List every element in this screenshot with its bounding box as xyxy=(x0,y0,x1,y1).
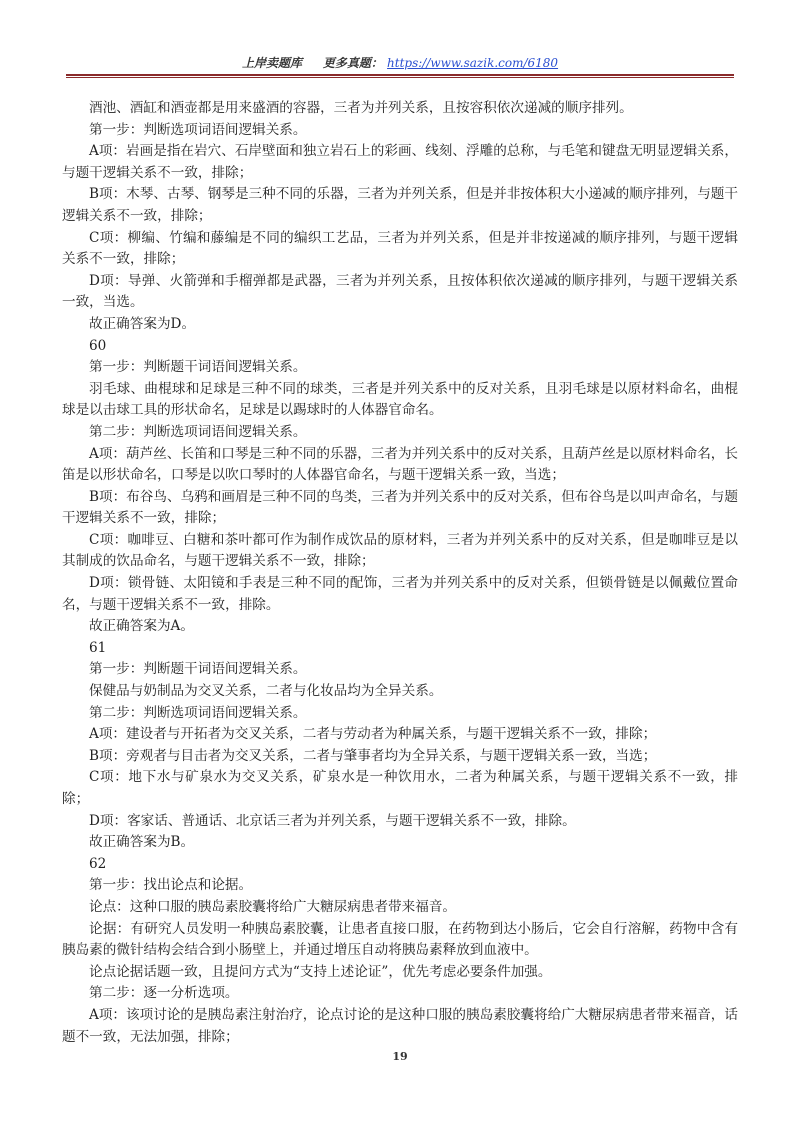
paragraph: D项：客家话、普通话、北京话三者为并列关系，与题干逻辑关系不一致，排除。 xyxy=(89,812,576,829)
paragraph: A项：建设者与开拓者为交叉关系，二者与劳动者为种属关系，与题干逻辑关系不一致，排除； xyxy=(89,726,657,743)
document-body xyxy=(62,98,738,1048)
paragraph: D项：锁骨链、太阳镜和手表是三种不同的配饰，三者为并列关系中的反对关系，但锁骨链是以佩戴位置命名，与题干逻辑关系不一致，排除。 xyxy=(62,575,738,613)
paragraph: 论据：有研究人员发明一种胰岛素胶囊，让患者直接口服，在药物到达小肠后，它会自行溶解，药物中含有胰岛素的微针结构会结合到小肠壁上，并通过增压自动将胰岛素释放到血液中。 xyxy=(62,920,738,959)
paragraph: 第二步：逐一分析选项。 xyxy=(89,985,239,1002)
answer-line: 故正确答案为D。 xyxy=(89,315,196,332)
paragraph: C项：地下水与矿泉水为交叉关系，矿泉水是一种饮用水，二者为种属关系，与题干逻辑关系不一致，排除； xyxy=(62,769,738,807)
question-number: 60 xyxy=(89,337,107,354)
paragraph: A项：葫芦丝、长笛和口琴是三种不同的乐器，三者为并列关系中的反对关系，且葫芦丝是以原材料命名，长笛是以形状命名，口琴是以吹口琴时的人体器官命名，与题干逻辑关系一致，当选； xyxy=(62,445,738,484)
answer-line: 故正确答案为A。 xyxy=(89,618,194,635)
paragraph: 保健品与奶制品为交叉关系，二者与化妆品均为全异关系。 xyxy=(89,683,443,700)
question-label: 更多真题： xyxy=(322,56,383,70)
paragraph: 论点：这种口服的胰岛素胶囊将给广大糖尿病患者带来福音。 xyxy=(89,898,457,915)
paragraph: 第一步：找出论点和论据。 xyxy=(89,877,253,894)
paragraph: B项：布谷鸟、乌鸦和画眉是三种不同的鸟类，三者为并列关系中的反对关系，但布谷鸟是以叫声命名，与题干逻辑关系不一致，排除； xyxy=(62,488,738,527)
paragraph: A项：岩画是指在岩穴、石岸壁面和独立岩石上的彩画、线刻、浮雕的总称，与毛笔和键盘无明显逻辑关系，与题干逻辑关系不一致，排除； xyxy=(62,143,738,181)
paragraph: 羽毛球、曲棍球和足球是三种不同的球类，三者是并列关系中的反对关系，且羽毛球是以原材料命名，曲棍球是以击球工具的形状命名，足球是以踢球时的人体器官命名。 xyxy=(62,380,738,419)
paragraph: C项：咖啡豆、白糖和茶叶都可作为制作成饮品的原材料，三者为并列关系中的反对关系，但是咖啡豆是以其制成的饮品命名，与题干逻辑关系不一致，排除； xyxy=(62,531,738,570)
paragraph: 论点论据话题一致，且提问方式为“支持上述论证”，优先考虑必要条件加强。 xyxy=(89,963,552,980)
site-url-link[interactable]: https://www.sazik.com/6180 xyxy=(387,56,559,70)
paragraph: D项：导弹、火箭弹和手榴弹都是武器，三者为并列关系，且按体积依次递减的顺序排列，与题干逻辑关系一致，当选。 xyxy=(62,272,738,311)
paragraph: 第一步：判断选项词语间逻辑关系。 xyxy=(89,121,307,138)
page-header xyxy=(66,54,734,71)
site-label: 上岸卖题库 xyxy=(241,56,302,70)
paragraph: 第一步：判断题干词语间逻辑关系。 xyxy=(89,661,307,678)
paragraph: A项：该项讨论的是胰岛素注射治疗，论点讨论的是这种口服的胰岛素胶囊将给广大糖尿病患者带来福音，话题不一致，无法加强，排除； xyxy=(62,1006,738,1045)
paragraph: 第一步：判断题干词语间逻辑关系。 xyxy=(89,359,307,376)
answer-line: 故正确答案为B。 xyxy=(89,834,195,851)
paragraph: 第二步：判断选项词语间逻辑关系。 xyxy=(89,704,307,721)
paragraph: 第二步：判断选项词语间逻辑关系。 xyxy=(89,423,307,440)
question-number: 62 xyxy=(89,855,107,872)
question-number: 61 xyxy=(89,639,107,656)
paragraph: 酒池、酒缸和酒壶都是用来盛酒的容器，三者为并列关系，且按容积依次递减的顺序排列。 xyxy=(89,100,633,116)
page-number: 19 xyxy=(392,1050,408,1063)
paragraph: B项：木琴、古琴、钢琴是三种不同的乐器，三者为并列关系，但是并非按体积大小递减的顺序排列，与题干逻辑关系不一致，排除； xyxy=(62,186,738,224)
header-rule xyxy=(66,74,734,76)
header-rule-thin xyxy=(66,77,734,78)
paragraph: B项：旁观者与目击者为交叉关系，二者与肇事者均为全异关系，与题干逻辑关系一致，当选； xyxy=(89,747,657,764)
paragraph: C项：柳编、竹编和藤编是不同的编织工艺品，三者为并列关系，但是并非按递减的顺序排列，与题干逻辑关系不一致，排除； xyxy=(62,229,738,268)
